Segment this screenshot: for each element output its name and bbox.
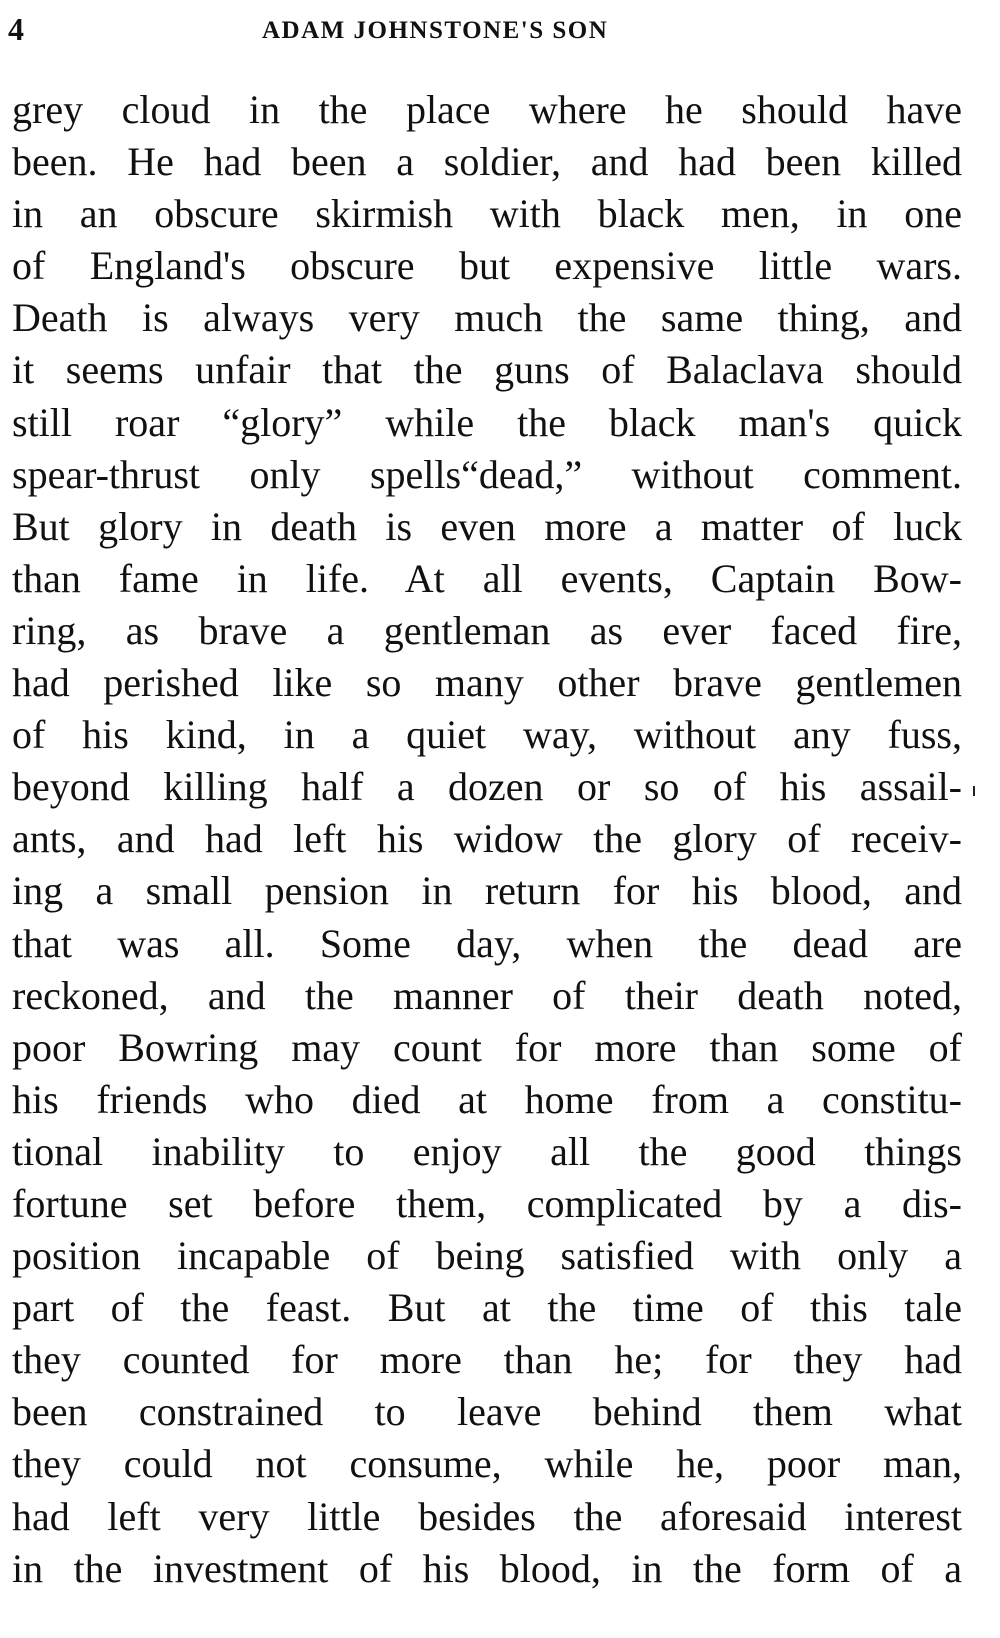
body-text bbox=[12, 84, 962, 1595]
text-line: ants, and had left his widow the glory of receiv- bbox=[12, 816, 962, 862]
print-speck bbox=[973, 786, 975, 796]
text-line: they could not consume, while he, poor man, bbox=[12, 1441, 962, 1487]
text-line: still roar “glory” while the black man's quick bbox=[12, 399, 962, 445]
text-line: been constrained to leave behind them what bbox=[12, 1389, 962, 1435]
text-line: tional inability to enjoy all the good things bbox=[12, 1128, 962, 1174]
text-line: grey cloud in the place where he should have bbox=[12, 87, 962, 132]
text-line: had left very little besides the aforesaid interest bbox=[12, 1493, 962, 1539]
text-line: position incapable of being satisfied with only a bbox=[12, 1233, 962, 1279]
text-line: part of the feast. But at the time of this tale bbox=[12, 1285, 962, 1331]
text-line: beyond killing half a dozen or so of his assail- bbox=[12, 764, 962, 810]
text-line: ing a small pension in return for his blood, and bbox=[12, 868, 962, 914]
text-line: been. He had been a soldier, and had been killed bbox=[12, 139, 962, 185]
running-title: ADAM JOHNSTONE'S SON bbox=[262, 17, 609, 44]
text-line: fortune set before them, complicated by a dis- bbox=[12, 1180, 962, 1226]
text-line: reckoned, and the manner of their death noted, bbox=[12, 972, 962, 1018]
text-line: they counted for more than he; for they had bbox=[12, 1337, 962, 1383]
text-line: Death is always very much the same thing, and bbox=[12, 295, 962, 341]
text-line: poor Bowring may count for more than some of bbox=[12, 1024, 962, 1070]
text-line: of England's obscure but expensive little wars. bbox=[12, 243, 962, 289]
text-line: his friends who died at home from a constitu- bbox=[12, 1076, 962, 1122]
text-line: spear-thrust only spells“dead,” without comment. bbox=[12, 451, 962, 497]
page-number: 4 bbox=[8, 11, 24, 47]
text-line: ring, as brave a gentleman as ever faced fire, bbox=[12, 607, 962, 653]
text-line: in an obscure skirmish with black men, in one bbox=[12, 191, 962, 237]
text-line: that was all. Some day, when the dead are bbox=[12, 920, 962, 966]
text-line: of his kind, in a quiet way, without any fuss, bbox=[12, 712, 962, 758]
text-line: in the investment of his blood, in the form of a bbox=[12, 1545, 962, 1591]
text-line: had perished like so many other brave gentlemen bbox=[12, 660, 962, 706]
text-line: it seems unfair that the guns of Balaclava should bbox=[12, 347, 962, 393]
text-line: than fame in life. At all events, Captain Bow- bbox=[12, 555, 962, 601]
text-line: But glory in death is even more a matter of luck bbox=[12, 503, 962, 549]
running-head bbox=[0, 6, 1000, 52]
